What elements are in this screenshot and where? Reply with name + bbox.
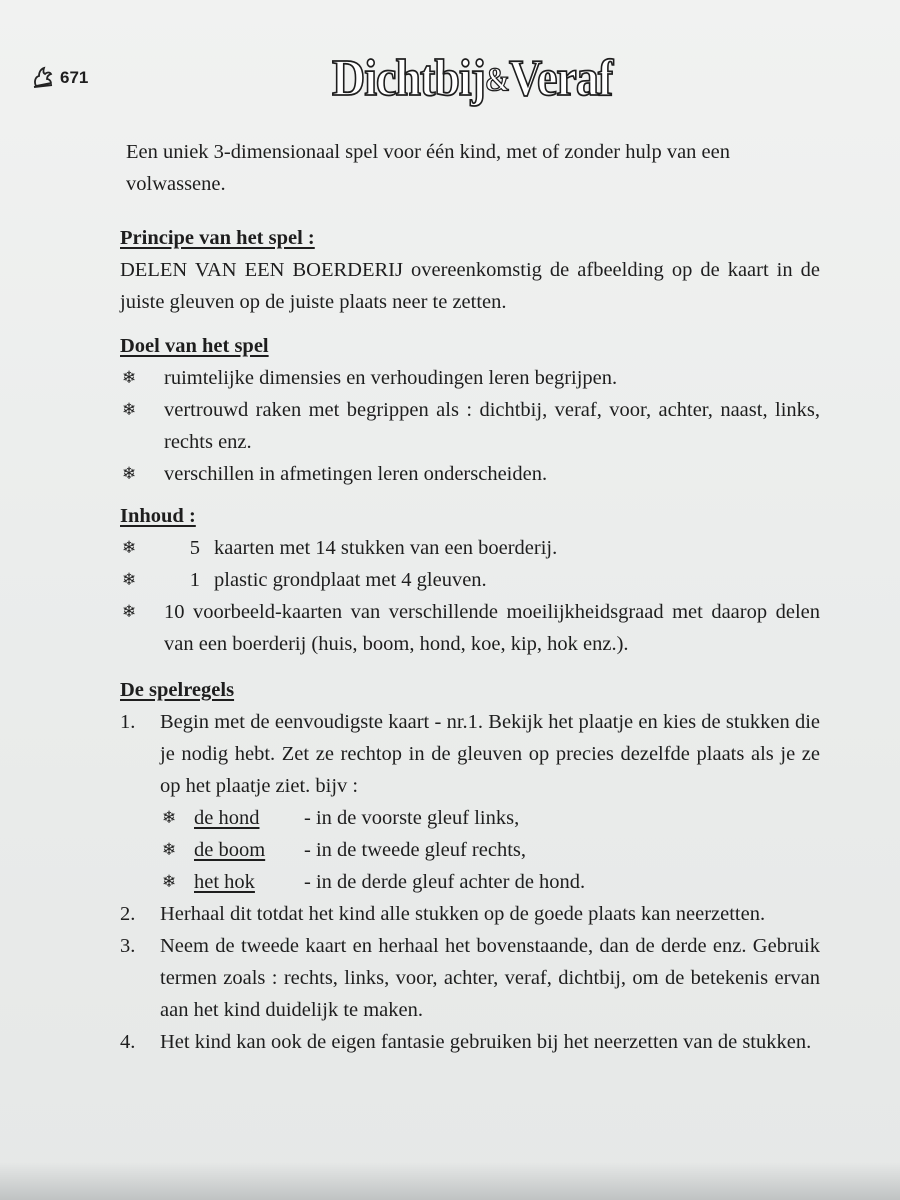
rules-heading: De spelregels <box>120 679 235 701</box>
rule-text: Begin met de eenvoudigste kaart - nr.1. Bekijk het plaatje en kies de stukken die je nodig hebt. Zet ze rechtop in de gleuven op precies dezelfde plaats als je ze op het plaatje ziet. bijv : <box>160 711 820 797</box>
goal-item-text: verschillen in afmetingen leren onderscheiden. <box>164 463 548 485</box>
snowflake-bullet-icon: ❄ <box>122 570 137 590</box>
goal-heading: Doel van het spel <box>120 335 269 357</box>
example-term: het hok <box>194 871 255 893</box>
title-part-2: Veraf <box>509 49 613 107</box>
contents-quantity: 5 <box>189 537 200 559</box>
contents-item <box>120 564 820 596</box>
page-bottom-shadow <box>0 1162 900 1200</box>
contents-item <box>120 596 820 660</box>
principle-text: DELEN VAN EEN BOERDERIJ overeenkomstig de afbeelding op de kaart in de juiste gleuven op de juiste plaats neer te zetten. <box>120 259 820 313</box>
snowflake-bullet-icon: ❄ <box>162 840 177 860</box>
page-title <box>332 48 612 107</box>
contents-quantity: 1 <box>189 569 200 591</box>
example-item <box>120 866 820 898</box>
rule-item <box>120 898 820 930</box>
title-part-1: Dichtbij <box>332 49 485 107</box>
principle-heading: Principe van het spel : <box>120 227 315 249</box>
contents-item-text-body: voorbeeld-kaarten van verschillende moeilijkheidsgraad met daarop delen van een boerderij (huis, boom, hond, koe, kip, hok enz.). <box>164 601 820 655</box>
rule-number: 3. <box>120 935 136 957</box>
rule-item <box>120 1026 820 1058</box>
snowflake-bullet-icon: ❄ <box>162 872 177 892</box>
contents-heading: Inhoud : <box>120 505 196 527</box>
goal-item <box>120 458 820 490</box>
rule-number: 4. <box>120 1031 136 1053</box>
hand-flower-logo-icon <box>30 64 56 90</box>
contents-item <box>120 532 820 564</box>
snowflake-bullet-icon: ❄ <box>122 538 137 558</box>
example-term: de boom <box>194 839 266 861</box>
snowflake-bullet-icon: ❄ <box>122 464 137 484</box>
goal-item-text: ruimtelijke dimensies en verhoudingen leren begrijpen. <box>164 367 618 389</box>
goal-item <box>120 362 820 394</box>
title-ampersand: & <box>485 61 509 99</box>
example-description: - in de voorste gleuf links, <box>304 807 520 829</box>
document-body <box>120 136 820 1058</box>
contents-quantity: 10 <box>164 601 185 623</box>
example-item <box>120 834 820 866</box>
intro-paragraph: Een uniek 3-dimensionaal spel voor één kind, met of zonder hulp van een volwassene. <box>126 141 730 195</box>
rule-item <box>120 930 820 1026</box>
snowflake-bullet-icon: ❄ <box>122 400 137 420</box>
rule-text: Het kind kan ook de eigen fantasie gebruiken bij het neerzetten van de stukken. <box>160 1031 812 1053</box>
rule-item <box>120 706 820 802</box>
rule-number: 2. <box>120 903 136 925</box>
example-term: de hond <box>194 807 260 829</box>
example-description: - in de derde gleuf achter de hond. <box>304 871 586 893</box>
contents-item-text <box>164 596 820 660</box>
snowflake-bullet-icon: ❄ <box>122 602 137 622</box>
rule-text: Neem de tweede kaart en herhaal het bovenstaande, dan de derde enz. Gebruik termen zoals : rechts, links, voor, achter, veraf, dichtbij, om de betekenis ervan aan het kind duidelijk te maken. <box>160 935 820 1021</box>
example-description: - in de tweede gleuf rechts, <box>304 839 526 861</box>
snowflake-bullet-icon: ❄ <box>162 808 177 828</box>
example-item <box>120 802 820 834</box>
goal-item <box>120 394 820 458</box>
catalog-number: 671 <box>60 68 89 87</box>
goal-item-text: vertrouwd raken met begrippen als : dichtbij, veraf, voor, achter, naast, links, rechts enz. <box>164 399 820 453</box>
rule-text: Herhaal dit totdat het kind alle stukken op de goede plaats kan neerzetten. <box>160 903 766 925</box>
snowflake-bullet-icon: ❄ <box>122 368 137 388</box>
rule-number: 1. <box>120 711 136 733</box>
contents-item-text: kaarten met 14 stukken van een boerderij. <box>214 537 558 559</box>
contents-item-text: plastic grondplaat met 4 gleuven. <box>214 569 487 591</box>
